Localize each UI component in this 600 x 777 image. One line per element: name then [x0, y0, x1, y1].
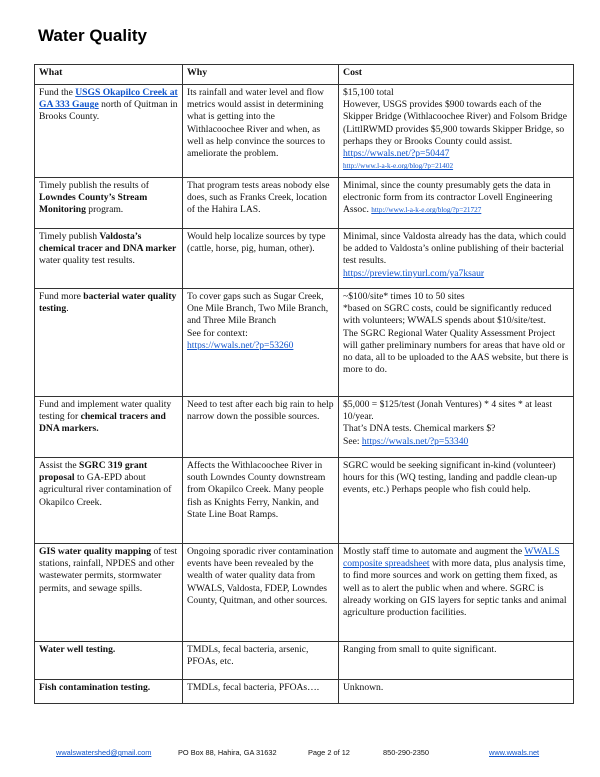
table-row: [35, 289, 574, 397]
what-cell: Assist the SGRC 319 grant proposal to GA-EPD about agricultural river contamination of Okapilco Creek.: [35, 458, 183, 544]
why-cell: Ongoing sporadic river contamination events have been revealed by the wealth of water quality data from WWALS, Valdosta, FDEP, Lowndes County, Quitman, and other sources.: [183, 544, 339, 642]
wwals-link[interactable]: https://wwals.net/?p=53340: [361, 435, 469, 447]
table-row: [35, 680, 574, 704]
what-cell: Timely publish Valdosta’s chemical tracer and DNA marker water quality test results.: [35, 229, 183, 289]
why-cell: Would help localize sources by type (cattle, horse, pig, human, other).: [183, 229, 339, 289]
page-title: Water Quality: [38, 26, 147, 45]
what-cell: Fish contamination testing.: [35, 680, 183, 704]
why-cell: That program tests areas nobody else does, such as Franks Creek, location of the Hahira LAS.: [183, 178, 339, 229]
what-cell: Fund and implement water quality testing for chemical tracers and DNA markers.: [35, 397, 183, 458]
table-row: [35, 229, 574, 289]
what-cell: Fund more bacterial water quality testing.: [35, 289, 183, 397]
composite-spreadsheet-link[interactable]: WWALS composite spreadsheet: [343, 546, 560, 570]
what-cell: GIS water quality mapping of test stations, rainfall, NPDES and other wastewater permits, stormwater permits, and sewage spills.: [35, 544, 183, 642]
table-row: [35, 397, 574, 458]
footer-email-link[interactable]: wwalswatershed@gmail.com: [56, 748, 152, 757]
why-cell: TMDLs, fecal bacteria, arsenic, PFOAs, etc.: [183, 642, 339, 680]
why-cell: Need to test after each big rain to help narrow down the possible sources.: [183, 397, 339, 458]
column-header-why: Why: [183, 65, 339, 85]
why-cell: To cover gaps such as Sugar Creek, One Mile Branch, Two Mile Branch, and Three Mile Branch See for context: https://wwals.net/?p=53260: [183, 289, 339, 397]
column-header-what: What: [35, 65, 183, 85]
why-cell: TMDLs, fecal bacteria, PFOAs….: [183, 680, 339, 704]
what-cell: Timely publish the results of Lowndes County’s Stream Monitoring program.: [35, 178, 183, 229]
footer-website-link[interactable]: www.wwals.net: [489, 748, 540, 757]
lake-blog-link[interactable]: http://www.l-a-k-e.org/blog/?p=21402: [343, 162, 454, 171]
footer-address: PO Box 88, Hahira, GA 31632: [178, 748, 277, 757]
usgs-gauge-link[interactable]: USGS Okapilco Creek at GA 333 Gauge: [39, 87, 178, 111]
cost-cell: Minimal, since Valdosta already has the data, which could be added to Valdosta’s online publishing of their bacterial test results. https://preview.tinyurl.com/ya7ksaur: [339, 229, 574, 289]
table-header-row: [35, 65, 574, 85]
what-cell: Fund the USGS Okapilco Creek at GA 333 Gauge north of Quitman in Brooks County.: [35, 85, 183, 178]
why-cell: Affects the Withlacoochee River in south Lowndes County downstream from Okapilco Creek. Many people fish as Knights Ferry, Nankin, and State Line Boat Ramps.: [183, 458, 339, 544]
cost-cell: $5,000 = $125/test (Jonah Ventures) * 4 sites * at least 10/year. That’s DNA tests. Chemical markers $? See: https://wwals.net/?p=53340: [339, 397, 574, 458]
cost-cell: $15,100 total However, USGS provides $900 towards each of the Skipper Bridge (Withlacoochee River) and Folsom Bridge (LittlRWMD provides $5,900 towards Skipper Bridge, so perhaps they or Brooks County could assist. https://wwals.net/?p=50447 http://www.l-a-k-e.org/blog/?p=21402: [339, 85, 574, 178]
water-quality-table: [34, 64, 574, 704]
table-row: [35, 544, 574, 642]
cost-cell: ~$100/site* times 10 to 50 sites *based on SGRC costs, could be significantly reduced with volunteers; WWALS spends about $10/site/test. The SGRC Regional Water Quality Assessment Project will gather preliminary numbers for areas that have old or no data, all to be uploaded to the AAS website, but there is more to do.: [339, 289, 574, 397]
wwals-link[interactable]: https://wwals.net/?p=50447: [343, 148, 450, 160]
why-cell: Its rainfall and water level and flow metrics would assist in determining what is getting into the Withlacoochee River and when, as well as help convince the sources to ameliorate the problem.: [183, 85, 339, 178]
tinyurl-link[interactable]: https://preview.tinyurl.com/ya7ksaur: [343, 267, 485, 279]
wwals-link[interactable]: https://wwals.net/?p=53260: [187, 339, 294, 351]
footer-page-number: Page 2 of 12: [308, 748, 350, 757]
cost-cell: Minimal, since the county presumably gets the data in electronic form from its contractor Lovell Engineering Assoc. http://www.l-a-k-e.org/blog/?p=21727: [339, 178, 574, 229]
table-row: [35, 85, 574, 178]
table-row: [35, 642, 574, 680]
column-header-cost: Cost: [339, 65, 574, 85]
cost-cell: Mostly staff time to automate and augment the WWALS composite spreadsheet with more data, plus analysis time, to find more sources and work on getting them fixed, as well as to alert the public when and where. SGRC is already working on GIS layers for septic tanks and animal agriculture production facilities.: [339, 544, 574, 642]
table-row: [35, 178, 574, 229]
cost-cell: Ranging from small to quite significant.: [339, 642, 574, 680]
table-row: [35, 458, 574, 544]
what-cell: Water well testing.: [35, 642, 183, 680]
cost-cell: SGRC would be seeking significant in-kind (volunteer) hours for this (WQ testing, landing and paddle clean-up events, etc.) Perhaps people who fish could help.: [339, 458, 574, 544]
page-footer: [0, 748, 600, 760]
cost-cell: Unknown.: [339, 680, 574, 704]
lake-blog-link[interactable]: http://www.l-a-k-e.org/blog/?p=21727: [371, 206, 482, 215]
footer-phone: 850-290-2350: [383, 748, 430, 757]
